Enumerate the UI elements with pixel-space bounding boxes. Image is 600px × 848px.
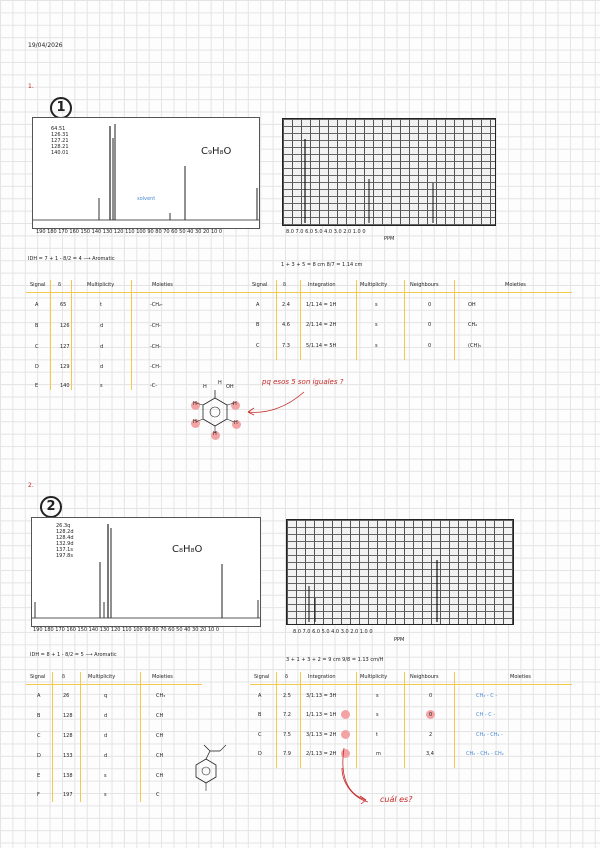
h-table-2-header-neigh: Neighbours (410, 674, 439, 680)
solvent-label-1: solvent (137, 196, 156, 202)
structure-acetophenone (186, 743, 236, 803)
h-table-2-header-integration: Integration (308, 674, 336, 680)
h-table-2-header-delta: δ (285, 674, 289, 680)
c-table-1-header-moieties: Moieties (152, 282, 173, 288)
c-table-1-header-delta: δ (58, 282, 62, 288)
idh-2: IDH = 8 + 1 - 8/2 = 5 ⟶ Aromatic (30, 652, 117, 658)
date: 19/04/2026 (28, 42, 63, 49)
c-nmr-peak-list-2: 26.3q 128.2d 128.4d 132.9d 137.1s 197.8s (56, 523, 74, 559)
h-table-2-header-moieties: Moieties (510, 674, 531, 680)
integration-note-1: 1 + 3 + 5 = 8 cm 8/7 = 1.14 cm (281, 262, 363, 268)
section-label-2: 2. (28, 482, 34, 489)
c-nmr-peak-list-1: 64.51 126.31 127.21 128.21 140.01 (51, 126, 69, 156)
h-table-2-header-signal: Signal (254, 674, 270, 680)
note-2: cuál es? (380, 795, 413, 804)
note-arrow-1 (246, 388, 306, 418)
h-table-1-header-moieties: Moieties (505, 282, 526, 288)
h-table-1-header-delta: δ (283, 282, 287, 288)
c-table-1-header-signal: Signal (30, 282, 46, 288)
problem-number-2: 2 (40, 496, 62, 518)
notebook-page: 19/04/2026 1. 1 64.51 126.31 127.21 128.21 140.01 C₉H₈O solvent 190 180 170 160 150 140 130 120 110 100 90 80 70 60 50 40 30 20 10 0 8.0 7.0 6.0 5.0 4.0 3.0 2.0 1.0 0 PPM IDH = 7 + 1 - 8/2 = 4 ⟶ Aromatic 1 + 3 + 5 = 8 cm 8/7 = 1.14 cm Signal δ Multiplicity Moieties A 65 t -CH₂- B 126 d -CH- C 127 d -CH- D 129 d -CH- E 140 s -C- Signal δ Integration Multiplicity Neighbours Moieties A 2.4 1/1.14 = 1H s 0 OH B 4.6 2/1.14 = 2H s 0 CH₂ C 7.3 5/1.14 = 5H s 0 (CH)₅ H H OH H H H H H pq esos 5 son iguales ? 2. 2 26.3q 128.2d 128.4d 132.9d 137.1s 197.8s C₈H₈O 190 180 170 160 150 140 130 120 110 100 90 80 70 60 50 40 30 20 10 0 8.0 7.0 6.0 5.0 4.0 3.0 2.0 1.0 0 PPM IDH = 8 + 1 - 8/2 = 5 ⟶ Aromatic 3 + 1 + 3 + 2 = 9 cm 9/8 = 1.13 cm/H Signal δ Multiplicity Moieties A 26 q CH₃ B 128 d CH C 128 d CH D 133 d CH E 138 s CH F 197 s C Signal δ Integration Multiplicity Neighbours Moieties A 2.5 3/1.13 = 3H s 0 CH₃ - C - B 7.2 1/1.13 = 1H s 0 CH - C - C 7.5 3/1.13 = 2H t 2 CH₂ - CH₂ - D 7.9 2/1.13 = 2H m 3,4 CH₂ - CH₂ - CH₂ cuál es? (0, 0, 600, 848)
c-table-2-header-moieties: Moieties (152, 674, 173, 680)
h-nmr-peaks-1 (283, 119, 495, 225)
h-nmr-spectrum-1 (282, 118, 496, 226)
h-table-1-header-integration: Integration (308, 282, 336, 288)
formula-1: C₉H₈O (201, 146, 232, 157)
h-table-1-header-mult: Multiplicity (360, 282, 388, 288)
h-nmr-axis-unit-1: PPM (384, 236, 395, 242)
section-label-1: 1. (28, 83, 34, 90)
c-nmr-axis-1: 190 180 170 160 150 140 130 120 110 100 90 80 70 60 50 40 30 20 10 0 (36, 229, 223, 235)
c-nmr-axis-2: 190 180 170 160 150 140 130 120 110 100 90 80 70 60 50 40 30 20 10 0 (33, 627, 220, 633)
formula-2: C₈H₈O (172, 544, 203, 555)
h-table-2-header-mult: Multiplicity (360, 674, 388, 680)
note-1: pq esos 5 son iguales ? (262, 378, 344, 386)
h-nmr-axis-unit-2: PPM (394, 637, 405, 643)
h-nmr-axis-2: 8.0 7.0 6.0 5.0 4.0 3.0 2.0 1.0 0 (293, 629, 373, 635)
c-table-1-header-mult: Multiplicity (87, 282, 115, 288)
h-table-1-header-neigh: Neighbours (410, 282, 439, 288)
c-table-2-header-signal: Signal (30, 674, 46, 680)
problem-number-1: 1 (50, 97, 72, 119)
c-table-2-header-mult: Multiplicity (88, 674, 116, 680)
h-nmr-spectrum-2 (286, 519, 514, 625)
h-nmr-axis-1: 8.0 7.0 6.0 5.0 4.0 3.0 2.0 1.0 0 (286, 229, 366, 235)
c-nmr-spectrum-2 (31, 517, 261, 627)
integration-note-2: 3 + 1 + 3 + 2 = 9 cm 9/8 = 1.13 cm/H (286, 657, 384, 663)
c-nmr-spectrum-1 (32, 117, 260, 229)
idh-1: IDH = 7 + 1 - 8/2 = 4 ⟶ Aromatic (28, 256, 115, 262)
c-table-2-header-delta: δ (62, 674, 66, 680)
h-nmr-peaks-2 (287, 520, 513, 624)
h-table-1-header-signal: Signal (252, 282, 268, 288)
